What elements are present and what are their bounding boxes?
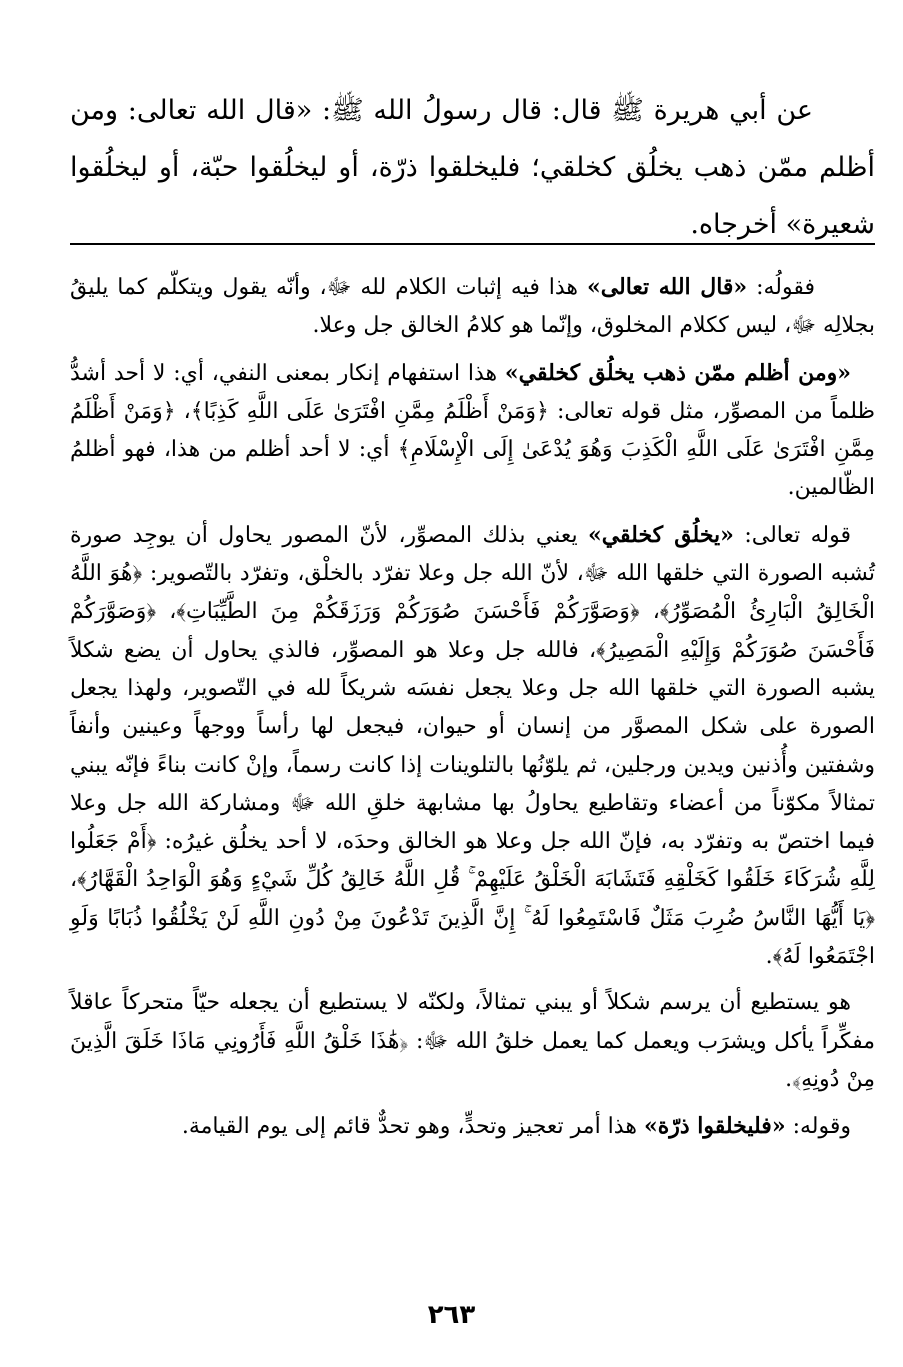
lead-in: وقوله: (785, 1114, 851, 1140)
commentary-paragraph-2 (70, 354, 875, 508)
quoted-phrase: «يخلُق كخلقي» (587, 521, 734, 548)
quoted-phrase: «قال الله تعالى» (586, 274, 748, 300)
hadith-paragraph: عن أبي هريرة ﷺ قال: قال رسولُ الله ﷺ: «قال الله تعالى: ومن أظلم ممّن ذهب يخلُق كخلقي؛ فليخلقوا ذرّة، أو ليخلُقوا حبّة، أو ليخلُقوا شعيرة» أخرجاه. (70, 95, 875, 240)
commentary-paragraph-3 (70, 516, 875, 977)
explanation: يعني بذلك المصوِّر، لأنّ المصور يحاول أن يوجِد صورة تُشبه الصورة التي خلقها الله ﷻ، لأنّ الله جل وعلا تفرّد بالخلْق، وتفرّد بالتّصوير: ﴿هُوَ اللَّهُ الْخَالِقُ الْبَارِئُ الْمُصَوِّرُ﴾، ﴿وَصَوَّرَكُمْ فَأَحْسَنَ صُوَرَكُمْ وَرَزَقَكُمْ مِنَ الطَّيِّبَاتِ﴾، ﴿وَصَوَّرَكُمْ فَأَحْسَنَ صُوَرَكُمْ وَإِلَيْهِ الْمَصِيرُ﴾، فالله جل وعلا هو المصوِّر، فالذي يحاول أن يضع شكلاً يشبه الصورة التي خلقها الله جل وعلا يجعل نفسَه شريكاً لله في التّصوير، ولهذا يجعل الصورة على شكل المصوَّر من إنسان أو حيوان، فيجعل لها رأساً ووجهاً وعينين وأنفاً وشفتين وأُذنين ويدين ورجلين، ثم يلوّنُها بالتلوينات إذا كانت رسماً، وإنْ كانت بناءً فإنّه يبني تمثالاً مكوّناً من أعضاء وتقاطيع يحاولُ بها مشابهة خلقِ الله ﷻ ومشاركة الله جل وعلا فيما اختصّ به وتفرّد به، فإنّ الله جل وعلا هو الخالق وحدَه، لا أحد يخلُق غيرُه: ﴿أَمْ جَعَلُوا لِلَّهِ شُرَكَاءَ خَلَقُوا كَخَلْقِهِ فَتَشَابَهَ الْخَلْقُ عَلَيْهِمْ ۚ قُلِ اللَّهُ خَالِقُ كُلِّ شَيْءٍ وَهُوَ الْوَاحِدُ الْقَهَّارُ﴾، ﴿يَا أَيُّهَا النَّاسُ ضُرِبَ مَثَلٌ فَاسْتَمِعُوا لَهُ ۚ إِنَّ الَّذِينَ تَدْعُونَ مِنْ دُونِ اللَّهِ لَنْ يَخْلُقُوا ذُبَابًا وَلَوِ اجْتَمَعُوا لَهُ﴾. (70, 522, 875, 970)
commentary-paragraph-4: هو يستطيع أن يرسم شكلاً أو يبني تمثالاً، ولكنّه لا يستطيع أن يجعله حيّاً متحركاً عاقلاً مفكِّراً يأكل ويشرَب ويعمل كما يعمل خلقُ الله ﷻ: ﴿هَٰذَا خَلْقُ اللَّهِ فَأَرُونِي مَاذَا خَلَقَ الَّذِينَ مِنْ دُونِهِ﴾. (70, 990, 875, 1092)
quoted-phrase: «ومن أظلم ممّن ذهب يخلُق كخلقي» (504, 359, 851, 386)
lead-in: قوله تعالى: (733, 522, 851, 548)
commentary-paragraph-1 (70, 268, 875, 346)
explanation: هذا استفهام إنكار بمعنى النفي، أي: لا أحد أشدُّ ظلماً من المصوِّر، مثل قوله تعالى: ﴿وَمَنْ أَظْلَمُ مِمَّنِ افْتَرَىٰ عَلَى اللَّهِ كَذِبًا﴾، ﴿وَمَنْ أَظْلَمُ مِمَّنِ افْتَرَىٰ عَلَى اللَّهِ الْكَذِبَ وَهُوَ يُدْعَىٰ إِلَى الْإِسْلَامِ﴾ أي: لا أحد أظلم من هذا، فهو أظلمُ الظّالمين. (70, 360, 875, 501)
commentary-paragraph-5 (70, 1107, 875, 1146)
page-number: ٢٦٣ (427, 1300, 476, 1330)
explanation: هذا أمر تعجيز وتحدٍّ، وهو تحدٌّ قائم إلى يوم القيامة. (181, 1114, 644, 1140)
hadith-text (70, 82, 875, 253)
footnote-divider (70, 243, 875, 245)
lead-in: فقولُه: (747, 275, 816, 300)
commentary (70, 268, 875, 1155)
quoted-phrase: «فليخلقوا ذرّة» (643, 1113, 786, 1140)
explanation: هذا فيه إثبات الكلام لله ﷻ، وأنّه يقول ويتكلّم كما يليقُ بجلالِه ﷻ، ليس ككلام المخلوق، وإنّما هو كلامُ الخالق جل وعلا. (70, 275, 875, 339)
